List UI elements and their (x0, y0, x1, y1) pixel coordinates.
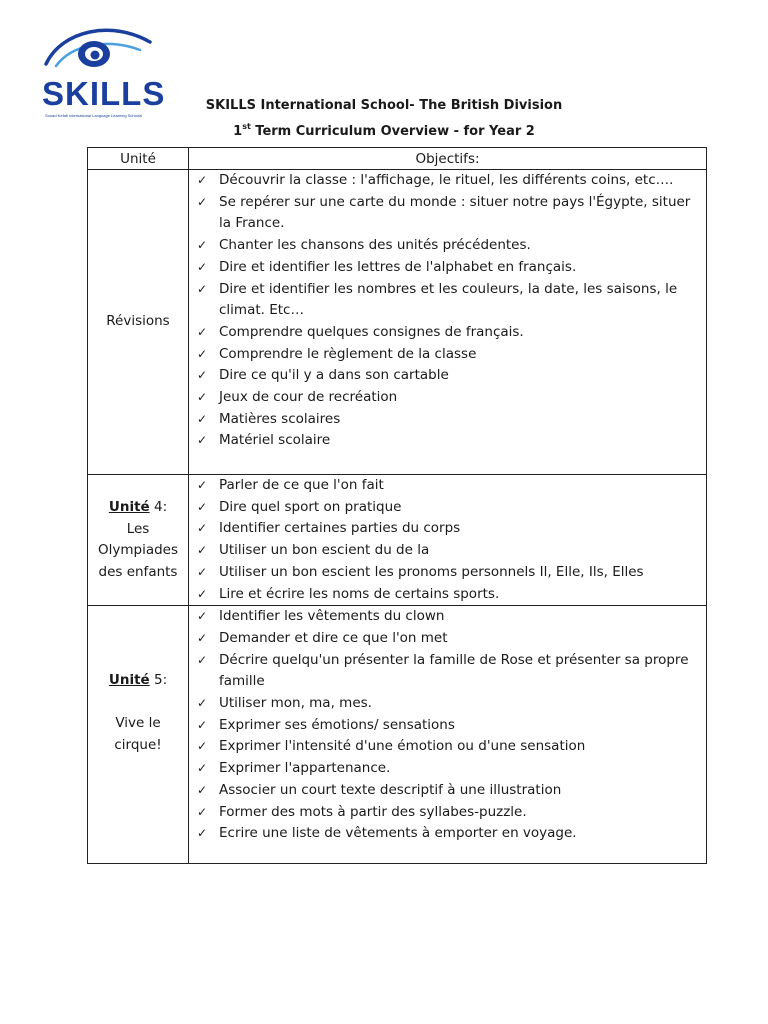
objectives-cell-revisions (189, 170, 707, 475)
school-title: SKILLS International School- The British Division (205, 98, 563, 113)
objective-item: ✓ Utiliser un bon escient les pronoms personnels Il, Elle, Ils, Elles (219, 562, 700, 584)
table-row-unit-5 (88, 606, 707, 864)
objective-item: ✓ Décrire quelqu'un présenter la famille de Rose et présenter sa propre famille (219, 650, 700, 693)
document-header (0, 95, 768, 142)
objective-item: ✓ Dire et identifier les nombres et les couleurs, la date, les saisons, le climat. Etc… (219, 279, 700, 322)
table-row-revisions (88, 170, 707, 475)
objective-item: ✓ Comprendre le règlement de la classe (219, 344, 700, 366)
objectives-column-header: Objectifs: (189, 148, 707, 170)
objectives-list (189, 475, 706, 605)
unit-label: Unité (108, 672, 150, 689)
objective-item: ✓ Lire et écrire les noms de certains sports. (219, 584, 700, 606)
objective-item: ✓ Associer un court texte descriptif à une illustration (219, 780, 700, 802)
objective-item: ✓ Identifier certaines parties du corps (219, 518, 700, 540)
unit-number: 4: (149, 499, 168, 516)
objective-item: ✓ Exprimer l'intensité d'une émotion ou d'une sensation (219, 736, 700, 758)
objective-item: ✓ Dire et identifier les lettres de l'alphabet en français. (219, 257, 700, 279)
objectives-list (189, 606, 706, 845)
unit-name-line: Vive le (115, 715, 161, 732)
objective-item: ✓ Identifier les vêtements du clown (219, 606, 700, 628)
unit-name-line: Olympiades (97, 542, 179, 559)
objective-item: ✓ Parler de ce que l'on fait (219, 475, 700, 497)
objective-item: ✓ Utiliser mon, ma, mes. (219, 693, 700, 715)
curriculum-title (0, 116, 768, 142)
objective-item: ✓ Comprendre quelques consignes de français. (219, 322, 700, 344)
logo-wordmark: SKILLS (42, 75, 166, 112)
logo-tagline: Souad Kefafi International Language Learning Schools (45, 113, 142, 118)
objective-item: ✓ Dire quel sport on pratique (219, 497, 700, 519)
table-header-row (88, 148, 707, 170)
unit-name-line: cirque! (114, 736, 162, 753)
objectives-cell-unit-5 (189, 606, 707, 864)
eye-logo-icon (42, 24, 154, 80)
unit-name-line: Les (126, 520, 150, 537)
table-row-unit-4 (88, 475, 707, 606)
objective-item: ✓ Dire ce qu'il y a dans son cartable (219, 365, 700, 387)
curriculum-title-rest: Term Curriculum Overview - for Year 2 (250, 124, 535, 139)
term-number: 1 (233, 124, 243, 139)
objective-item: ✓ Se repérer sur une carte du monde : situer notre pays l'Égypte, situer la France. (219, 192, 700, 235)
objectives-list (189, 170, 706, 452)
objective-item: ✓ Exprimer ses émotions/ sensations (219, 715, 700, 737)
objective-item: ✓ Former des mots à partir des syllabes-puzzle. (219, 802, 700, 824)
objective-item: ✓ Chanter les chansons des unités précédentes. (219, 235, 700, 257)
unit-cell-4 (88, 475, 189, 606)
unit-title: Révisions (106, 313, 170, 330)
unit-name-line: des enfants (98, 563, 178, 580)
unit-label: Unité (108, 499, 150, 516)
objective-item: ✓ Jeux de cour de recréation (219, 387, 700, 409)
unit-number: 5: (149, 672, 168, 689)
objective-item: ✓ Découvrir la classe : l'affichage, le rituel, les différents coins, etc…. (219, 170, 700, 192)
unit-column-header: Unité (88, 148, 189, 170)
curriculum-table (87, 147, 707, 864)
objective-item: ✓ Exprimer l'appartenance. (219, 758, 700, 780)
objective-item: ✓ Demander et dire ce que l'on met (219, 628, 700, 650)
unit-cell-revisions (88, 170, 189, 475)
objective-item: ✓ Utiliser un bon escient du de la (219, 540, 700, 562)
objective-item: ✓ Ecrire une liste de vêtements à emporter en voyage. (219, 823, 700, 845)
objective-item: ✓ Matériel scolaire (219, 430, 700, 452)
objectives-cell-unit-4 (189, 475, 707, 606)
unit-cell-5 (88, 606, 189, 864)
term-ordinal: st (242, 122, 251, 131)
objective-item: ✓ Matières scolaires (219, 409, 700, 431)
